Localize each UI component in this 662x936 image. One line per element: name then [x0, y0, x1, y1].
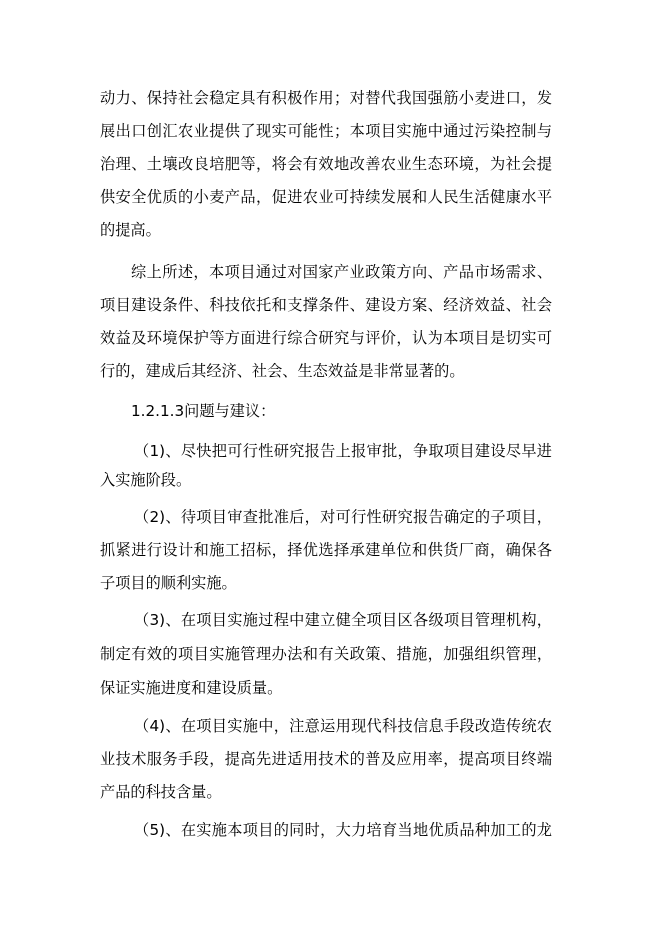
paragraph-line: 保证实施进度和建设质量。 — [100, 679, 283, 697]
paragraph-line: 项目建设条件、科技依托和支撑条件、建设方案、经济效益、社会 — [100, 296, 552, 314]
paragraph-line: （3)、在项目实施过程中建立健全项目区各级项目管理机构， — [134, 611, 552, 629]
section-heading: 1.2.1.3问题与建议： — [131, 402, 276, 420]
paragraph-line: 展出口创汇农业提供了现实可能性；本项目实施中通过污染控制与 — [100, 122, 552, 140]
paragraph-line: 综上所述，本项目通过对国家产业政策方向、产品市场需求、 — [131, 263, 552, 281]
paragraph-line: 抓紧进行设计和施工招标，择优选择承建单位和供货厂商，确保各 — [100, 541, 552, 559]
paragraph-line: 入实施阶段。 — [100, 471, 192, 489]
paragraph-line: （4)、在项目实施中，注意运用现代科技信息手段改造传统农 — [134, 717, 552, 735]
paragraph-line: 产品的科技含量。 — [100, 783, 222, 801]
paragraph-line: 子项目的顺利实施。 — [100, 574, 237, 592]
paragraph-line: 治理、土壤改良培肥等，将会有效地改善农业生态环境，为社会提 — [100, 155, 552, 173]
paragraph-line: （5)、在实施本项目的同时，大力培育当地优质品种加工的龙 — [134, 821, 552, 839]
paragraph-line: 供安全优质的小麦产品，促进农业可持续发展和人民生活健康水平 — [100, 188, 552, 206]
paragraph-line: （2)、待项目审查批准后，对可行性研究报告确定的子项目， — [134, 508, 552, 526]
paragraph-line: 动力、保持社会稳定具有积极作用；对替代我国强筋小麦进口，发 — [100, 89, 552, 107]
paragraph-line: 业技术服务手段，提高先进适用技术的普及应用率，提高项目终端 — [100, 750, 552, 768]
paragraph-line: 制定有效的项目实施管理办法和有关政策、措施，加强组织管理， — [100, 645, 552, 663]
paragraph-line: 效益及环境保护等方面进行综合研究与评价，认为本项目是切实可 — [100, 329, 552, 347]
paragraph-line: （1)、尽快把可行性研究报告上报审批，争取项目建设尽早进 — [134, 442, 552, 460]
paragraph-line: 行的，建成后其经济、社会、生态效益是非常显著的。 — [100, 362, 465, 380]
paragraph-line: 的提高。 — [100, 221, 161, 239]
